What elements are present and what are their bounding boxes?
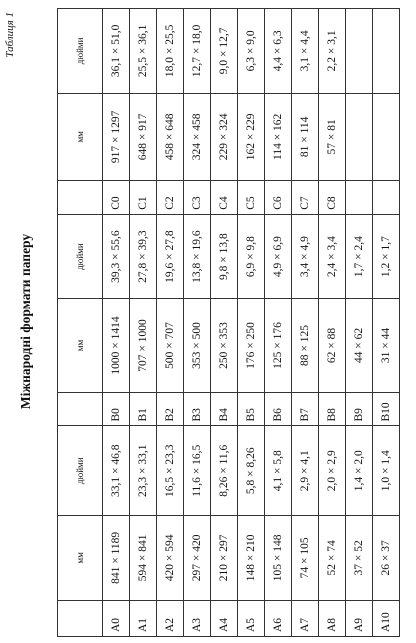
size-c-inches: 6,3 × 9,0 [238, 9, 265, 94]
size-b-mm: 250 × 353 [211, 299, 238, 392]
size-a-inches: 1,4 × 2,0 [346, 426, 373, 516]
format-c: C2 [157, 180, 184, 214]
format-a: A8 [319, 600, 346, 636]
size-b-inches: 39,3 × 55,6 [103, 214, 130, 299]
size-a-inches: 11,6 × 16,5 [184, 426, 211, 516]
format-c [373, 180, 400, 214]
format-a: A10 [373, 600, 400, 636]
size-b-inches: 1,2 × 1,7 [373, 214, 400, 299]
table-row [130, 9, 157, 637]
size-b-inches: 27,8 × 39,3 [130, 214, 157, 299]
size-b-inches: 3,4 × 4,9 [292, 214, 319, 299]
table-row [373, 9, 400, 637]
format-c: C4 [211, 180, 238, 214]
size-c-inches [346, 9, 373, 94]
paper-formats-table [57, 8, 400, 637]
format-c [346, 180, 373, 214]
format-a: A4 [211, 600, 238, 636]
size-c-mm: 229 × 324 [211, 93, 238, 180]
table-row [238, 9, 265, 637]
table-label: Таблиця 1 [4, 12, 16, 58]
size-b-mm: 1000 × 1414 [103, 299, 130, 392]
format-b: B1 [130, 392, 157, 426]
size-b-mm: 125 × 176 [265, 299, 292, 392]
size-c-mm [346, 93, 373, 180]
format-b: B7 [292, 392, 319, 426]
size-b-inches: 2,4 × 3,4 [319, 214, 346, 299]
size-b-inches: 13,8 × 19,6 [184, 214, 211, 299]
table-row [265, 9, 292, 637]
format-a: A6 [265, 600, 292, 636]
header-b-format [58, 392, 103, 426]
format-b: B2 [157, 392, 184, 426]
size-b-mm: 707 × 1000 [130, 299, 157, 392]
size-a-inches: 2,0 × 2,9 [319, 426, 346, 516]
format-b: B9 [346, 392, 373, 426]
format-c: C8 [319, 180, 346, 214]
size-c-inches: 9,0 × 12,7 [211, 9, 238, 94]
size-c-inches: 3,1 × 4,4 [292, 9, 319, 94]
size-a-mm: 420 × 594 [157, 516, 184, 601]
size-a-mm: 210 × 297 [211, 516, 238, 601]
table-row [184, 9, 211, 637]
format-b: B5 [238, 392, 265, 426]
size-c-inches: 4,4 × 6,3 [265, 9, 292, 94]
size-c-mm: 917 × 1297 [103, 93, 130, 180]
size-c-mm: 324 × 458 [184, 93, 211, 180]
size-c-mm: 114 × 162 [265, 93, 292, 180]
size-b-inches: 6,9 × 9,8 [238, 214, 265, 299]
size-c-mm: 162 × 229 [238, 93, 265, 180]
header-c-mm: мм [58, 93, 103, 180]
size-b-inches: 1,7 × 2,4 [346, 214, 373, 299]
table-row [157, 9, 184, 637]
size-c-mm: 81 × 114 [292, 93, 319, 180]
size-a-mm: 105 × 148 [265, 516, 292, 601]
size-c-inches: 2,2 × 3,1 [319, 9, 346, 94]
format-c: C0 [103, 180, 130, 214]
size-b-mm: 88 × 125 [292, 299, 319, 392]
table-row [346, 9, 373, 637]
size-b-inches: 19,6 × 27,8 [157, 214, 184, 299]
size-a-inches: 16,5 × 23,3 [157, 426, 184, 516]
size-a-mm: 52 × 74 [319, 516, 346, 601]
header-b-mm: мм [58, 299, 103, 392]
table-row [211, 9, 238, 637]
header-b-inches: дюйми [58, 214, 103, 299]
size-c-mm: 57 × 81 [319, 93, 346, 180]
size-b-inches: 9,8 × 13,8 [211, 214, 238, 299]
size-b-mm: 44 × 62 [346, 299, 373, 392]
format-b: B3 [184, 392, 211, 426]
header-a-inches: дюйми [58, 426, 103, 516]
size-b-mm: 176 × 250 [238, 299, 265, 392]
table-row [319, 9, 346, 637]
format-a: A9 [346, 600, 373, 636]
format-a: A0 [103, 600, 130, 636]
format-b: B10 [373, 392, 400, 426]
format-c: C1 [130, 180, 157, 214]
size-c-inches: 25,5 × 36,1 [130, 9, 157, 94]
header-a-format [58, 600, 103, 636]
size-a-inches: 8,26 × 11,6 [211, 426, 238, 516]
size-a-mm: 37 × 52 [346, 516, 373, 601]
table-row [103, 9, 130, 637]
format-a: A1 [130, 600, 157, 636]
header-row [58, 9, 103, 637]
size-c-inches: 36,1 × 51,0 [103, 9, 130, 94]
size-a-inches: 4,1 × 5,8 [265, 426, 292, 516]
size-a-mm: 74 × 105 [292, 516, 319, 601]
size-a-inches: 2,9 × 4,1 [292, 426, 319, 516]
format-c: C7 [292, 180, 319, 214]
size-a-mm: 26 × 37 [373, 516, 400, 601]
size-c-mm: 458 × 648 [157, 93, 184, 180]
size-c-inches: 12,7 × 18,0 [184, 9, 211, 94]
header-c-format [58, 180, 103, 214]
size-c-inches: 18,0 × 25,5 [157, 9, 184, 94]
size-b-inches: 4,9 × 6,9 [265, 214, 292, 299]
format-c: C6 [265, 180, 292, 214]
size-c-mm: 648 × 917 [130, 93, 157, 180]
size-c-mm [373, 93, 400, 180]
format-c: C3 [184, 180, 211, 214]
size-a-mm: 148 × 210 [238, 516, 265, 601]
format-a: A2 [157, 600, 184, 636]
size-a-inches: 5,8 × 8,26 [238, 426, 265, 516]
size-a-inches: 1,0 × 1,4 [373, 426, 400, 516]
table-row [292, 9, 319, 637]
size-b-mm: 353 × 500 [184, 299, 211, 392]
size-a-inches: 23,3 × 33,1 [130, 426, 157, 516]
format-b: B4 [211, 392, 238, 426]
header-c-inches: дюйми [58, 9, 103, 94]
size-b-mm: 62 × 88 [319, 299, 346, 392]
size-c-inches [373, 9, 400, 94]
size-a-mm: 841 × 1189 [103, 516, 130, 601]
size-a-mm: 594 × 841 [130, 516, 157, 601]
size-a-inches: 33,1 × 46,8 [103, 426, 130, 516]
format-c: C5 [238, 180, 265, 214]
size-b-mm: 31 × 44 [373, 299, 400, 392]
size-b-mm: 500 × 707 [157, 299, 184, 392]
format-a: A3 [184, 600, 211, 636]
format-a: A5 [238, 600, 265, 636]
format-b: B0 [103, 392, 130, 426]
size-a-mm: 297 × 420 [184, 516, 211, 601]
format-a: A7 [292, 600, 319, 636]
table-body [103, 9, 400, 637]
table-title: Міжнародні формати паперу [18, 233, 33, 410]
header-a-mm: мм [58, 516, 103, 601]
format-b: B6 [265, 392, 292, 426]
format-b: B8 [319, 392, 346, 426]
